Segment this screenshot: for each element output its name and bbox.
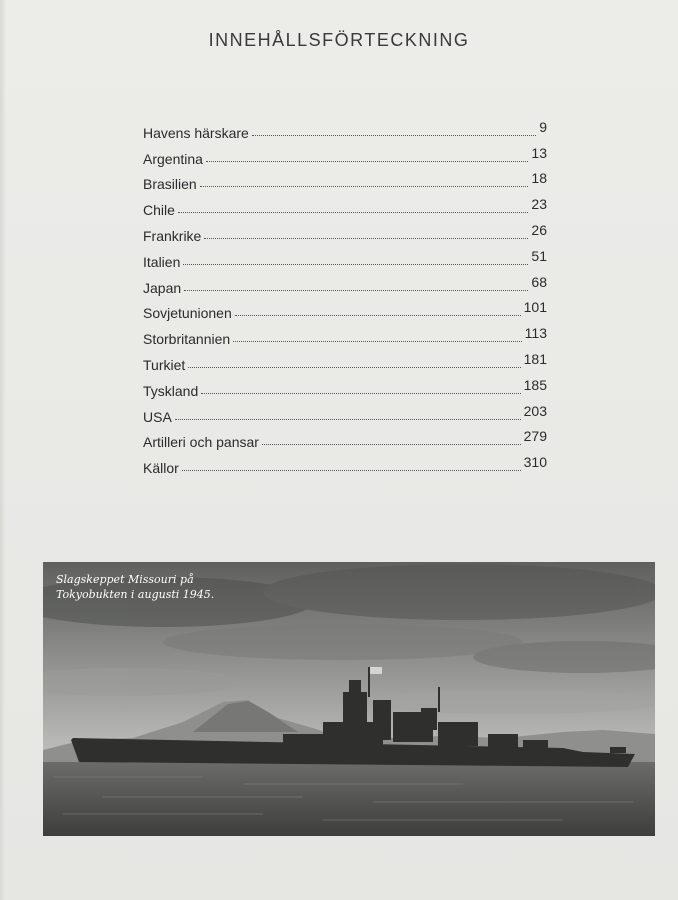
toc-entry-page: 203 xyxy=(523,402,547,419)
dot-leader xyxy=(233,341,522,342)
page-edge xyxy=(0,0,6,900)
flag xyxy=(370,667,382,674)
dot-leader xyxy=(201,393,520,394)
toc-entry xyxy=(143,141,547,167)
dot-leader xyxy=(200,186,529,187)
toc-entry-label: Artilleri och pansar xyxy=(143,434,259,451)
toc-entry xyxy=(143,115,547,141)
toc-entry-label: Källor xyxy=(143,460,179,477)
toc-entry-label: Sovjetunionen xyxy=(143,305,232,322)
toc-entry-page: 26 xyxy=(531,221,547,238)
toc-entry-page: 279 xyxy=(523,428,547,445)
toc-entry-page: 51 xyxy=(531,247,547,264)
dot-leader xyxy=(175,419,521,420)
toc-entry-page: 13 xyxy=(531,144,547,161)
caption-line: Slagskeppet Missouri på xyxy=(56,573,194,586)
photo-caption xyxy=(56,572,276,602)
toc-entry xyxy=(143,399,547,425)
toc-entry xyxy=(143,296,547,322)
toc-entry-label: USA xyxy=(143,408,172,425)
toc-entry xyxy=(143,321,547,347)
toc-entry-page: 68 xyxy=(531,273,547,290)
dot-leader xyxy=(182,470,521,471)
toc-entry-page: 185 xyxy=(523,376,547,393)
toc-entry xyxy=(143,450,547,476)
toc-entry-page: 23 xyxy=(531,196,547,213)
toc-entry-label: Turkiet xyxy=(143,356,186,373)
toc-entry xyxy=(143,270,547,296)
toc-entry-label: Italien xyxy=(143,253,181,270)
toc-entry-page: 18 xyxy=(531,170,547,187)
toc-entry-label: Chile xyxy=(143,202,175,219)
toc-entry-label: Brasilien xyxy=(143,176,197,193)
dot-leader xyxy=(262,444,521,445)
dot-leader xyxy=(183,264,528,265)
toc-entry-page: 113 xyxy=(524,325,547,342)
caption-line: Tokyobukten i augusti 1945. xyxy=(56,588,215,601)
dot-leader xyxy=(206,161,528,162)
dot-leader xyxy=(178,212,529,213)
table-of-contents xyxy=(143,115,547,476)
toc-entry-label: Tyskland xyxy=(143,382,199,399)
toc-entry xyxy=(143,347,547,373)
dot-leader xyxy=(204,238,528,239)
toc-title: INNEHÅLLSFÖRTECKNING xyxy=(208,30,470,50)
toc-entry xyxy=(143,373,547,399)
toc-entry xyxy=(143,167,547,193)
toc-entry-label: Frankrike xyxy=(143,227,202,244)
toc-entry-label: Argentina xyxy=(143,150,203,167)
toc-entry xyxy=(143,244,547,270)
toc-entry-label: Storbritannien xyxy=(143,331,231,348)
toc-entry xyxy=(143,425,547,451)
dot-leader xyxy=(235,315,521,316)
battleship-photo xyxy=(43,562,655,836)
toc-entry-page: 9 xyxy=(539,118,547,135)
toc-entry-page: 101 xyxy=(523,299,547,316)
toc-entry-page: 181 xyxy=(523,350,547,367)
dot-leader xyxy=(184,290,528,291)
dot-leader xyxy=(252,135,536,136)
toc-entry xyxy=(143,218,547,244)
sea xyxy=(43,762,655,836)
toc-entry xyxy=(143,192,547,218)
dot-leader xyxy=(188,367,520,368)
toc-entry-label: Havens härskare xyxy=(143,124,249,141)
battleship-illustration xyxy=(43,562,655,836)
toc-entry-label: Japan xyxy=(143,279,182,296)
toc-entry-page: 310 xyxy=(523,454,547,471)
